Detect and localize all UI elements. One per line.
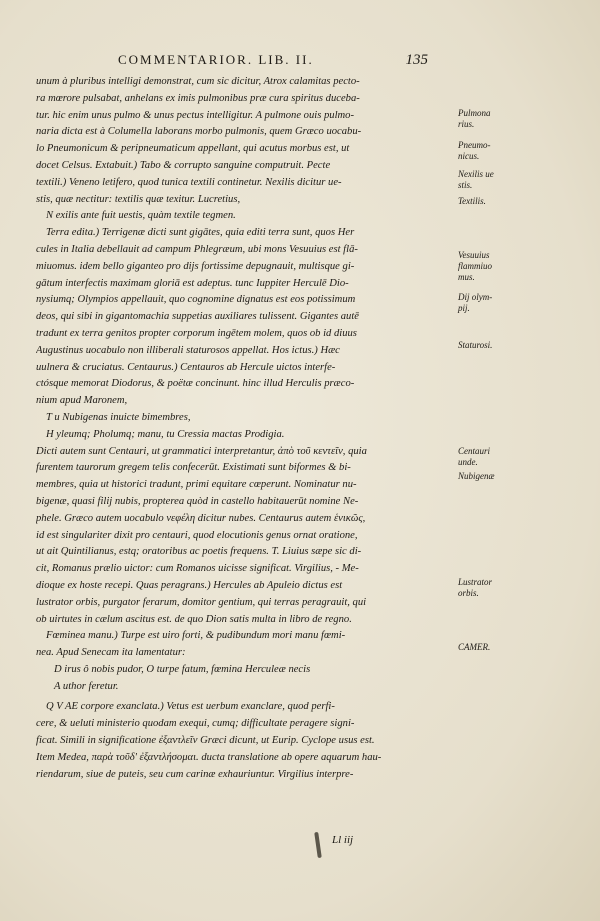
text-line: membres, quia ut historici tradunt, primi equitare cœperunt. Nominatur nu- — [36, 479, 357, 491]
verse-line: D irus ô nobis pudor, O turpe fatum, fœmina Herculeæ necis — [54, 663, 311, 675]
margin-note: Dij olym- — [458, 292, 493, 302]
text-line: unum à pluribus intelligi demonstrat, cum sic dicitur, Atrox calamitas pecto- — [36, 76, 360, 87]
margin-note: pij. — [458, 303, 470, 313]
margin-note: Nexilis ue — [458, 169, 494, 179]
text-line: dioque ex hoste recepi. Quas peragrans.) Hercules ab Apuleio dictus est — [36, 579, 343, 591]
text-line: cules in Italia debellauit ad campum Phlegræum, ubi mons Vesuuius est flā- — [36, 243, 358, 255]
text-line: nium apud Maronem, — [36, 395, 128, 407]
margin-note: Pneumo- — [458, 140, 491, 150]
margin-note: mus. — [458, 272, 475, 282]
margin-note: Vesuuius — [458, 250, 490, 260]
text-line: naria dicta est à Columella laborans morbo pulmonis, quem Græco uocabu- — [36, 126, 362, 138]
text-line: ut ait Quintilianus, estq; oratoribus ac poetis frequens. T. Liuius sæpe sic di- — [36, 546, 362, 558]
folio-number: 135 — [405, 52, 428, 68]
margin-note: Pulmona — [458, 108, 491, 118]
margin-note: stis. — [458, 180, 473, 190]
margin-note: Centauri — [458, 446, 491, 456]
text-line: bigenæ, quasi filij nubis, propterea quòd in castello habitauerūt nomine Ne- — [36, 495, 359, 507]
margin-note: Lustrator — [458, 577, 493, 587]
text-line: Terra edita.) Terrigenæ dicti sunt gigātes, quia editi terra sunt, quos Her — [46, 227, 355, 239]
text-line: tradunt ex terra genitos propter corporum ingētem molem, quos ob id diuus — [36, 327, 357, 339]
text-line: docet Celsus. Extabuit.) Tabo & corrupto sanguine computruit. Pecte — [36, 159, 331, 171]
text-line: nysiumq; Olympios appellauit, quo cognomine dignatus est eos potissimum — [36, 294, 356, 306]
margin-note: Staturosi. — [458, 340, 493, 350]
margin-note: CAMER. — [458, 642, 491, 652]
text-line: uulnera & cruciatus. Centaurus.) Centauros ab Hercule uictos interfe- — [36, 361, 336, 373]
verse-line: T u Nubigenas inuicte bimembres, — [46, 411, 191, 423]
text-line: Item Medea, παρὰ τοῦδ' ἐξαντλήσομαι. ducta translatione ab opere aquarum hau- — [36, 751, 382, 763]
text-line: ra mœrore pulsabat, anhelans ex imis pulmonibus præ cura spiritus duceba- — [36, 92, 360, 104]
text-line: nea. Apud Senecam ita lamentatur: — [36, 647, 186, 659]
text-line: tur. hic enim unus pulmo & unus pectus intelligitur. A pulmone ouis pulmo- — [36, 109, 355, 121]
text-line: textili.) Veneno letifero, quod tunica textili continetur. Nexilis dicitur ue- — [36, 176, 342, 188]
text-line: Dicti autem sunt Centauri, ut grammatici interpretantur, ἀπὸ τοῦ κεντεῖν, quia — [36, 445, 367, 457]
text-line: ob uirtutes in cælum ascitus est. de quo Dion satis multa in libro de regno. — [36, 613, 352, 625]
verse-line: N exilis ante fuit uestis, quàm textile tegmen. — [46, 210, 236, 222]
margin-note: flammiuo — [458, 261, 493, 271]
margin-note: Nubigenæ — [458, 471, 495, 481]
margin-note: unde. — [458, 457, 478, 467]
margin-note: Textilis. — [458, 196, 486, 206]
text-line: Q V AE corpore exanclata.) Vetus est uerbum exanclare, quod perfi- — [46, 701, 335, 713]
body-text — [36, 74, 495, 783]
text-line: phele. Græco autem uocabulo νεφέλη dicitur nubes. Centaurus autem ἑνικῶς, — [36, 512, 366, 524]
verse-line: H yleumq; Pholumq; manu, tu Cressia mactas Prodigia. — [46, 428, 285, 440]
text-line: riendarum, siue de puteis, seu cum carinæ exhauriuntur. Virgilius interpre- — [36, 768, 354, 780]
text-line: lustrator orbis, purgator ferarum, domitor gentium, qui terras peragrauit, qui — [36, 596, 367, 608]
text-line: cere, & ueluti ministerio quodam exequi, cumq; difficultate peragere signi- — [36, 718, 355, 730]
text-line: lo Pneumonicum & peripneumaticum appellant, qui acutus morbus est, ut — [36, 143, 350, 155]
text-line: Augustinus uocabulo non illiberali staturosos appellat. Hos ictus.) Hæc — [36, 344, 340, 356]
verse-line: A uthor feretur. — [54, 680, 119, 692]
text-line: ficat. Simili in significatione ἐξαντλεῖν Græci dicunt, ut Eurip. Cyclope usus est. — [36, 735, 375, 747]
text-line: id est singulariter dixit pro centauri, quod elocutionis genus ornat oratione, — [36, 529, 358, 541]
text-line: ctósque memorat Diodorus, & poëtæ concinunt. hinc illud Herculis præco- — [36, 378, 355, 390]
running-header — [118, 52, 428, 68]
running-title: COMMENTARIOR. LIB. II. — [118, 52, 314, 67]
text-line: Fœminea manu.) Turpe est uiro forti, & pudibundum mori manu fœmi- — [46, 630, 346, 642]
signature-mark: Ll iij — [332, 834, 354, 846]
text-line: furentem taurorum gregem telis confecerūt. Existimati sunt biformes & bi- — [36, 462, 351, 474]
text-line: cit, Romanus prælio uictor: cum Romanos uicisse significat. Virgilius, - Me- — [36, 563, 359, 575]
margin-note: rius. — [458, 119, 475, 129]
text-line: gātum interfectis maximam gloriā est adeptus. tunc Iuppiter Herculē Dio- — [36, 277, 349, 289]
ink-mark — [314, 832, 322, 858]
text-line: deos, qui sibi in gigantomachia suppetias auxiliares tulissent. Gigantes autē — [36, 311, 359, 323]
text-line: miuomus. idem bello giganteo pro dijs fortissime depugnauit, multisque gi- — [36, 260, 355, 272]
text-line: stis, quæ nectitur: textilis quæ texitur. Lucretius, — [36, 193, 241, 205]
margin-note: orbis. — [458, 588, 479, 598]
margin-note: nicus. — [458, 151, 480, 161]
